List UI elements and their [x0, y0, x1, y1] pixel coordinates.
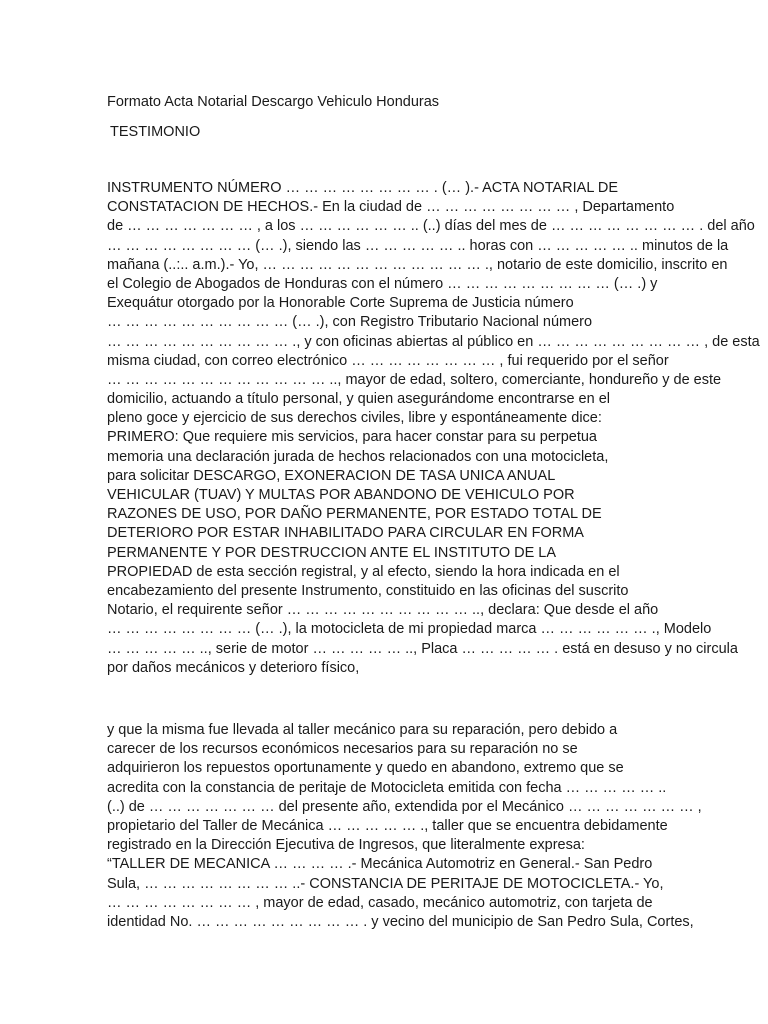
- paragraph-line: mañana (..:.. a.m.).- Yo, … … … … … … … … … … … … ., notario de este domicilio, inscrito en: [107, 256, 728, 273]
- paragraph-line: INSTRUMENTO NÚMERO … … … … … … … … . (… ).- ACTA NOTARIAL DE: [107, 180, 619, 196]
- paragraph-line: de … … … … … … … , a los … … … … … … .. (..) días del mes de … … … … … … … … . del año: [107, 218, 755, 235]
- paragraph-line: por daños mecánicos y deterioro físico,: [107, 659, 360, 676]
- paragraph-line: “TALLER DE MECANICA … … … … .- Mecánica Automotriz en General.- San Pedro: [107, 856, 653, 873]
- paragraph-line: PRIMERO: Que requiere mis servicios, para hacer constar para su perpetua: [107, 429, 597, 446]
- paragraph-line: … … … … … … … … … … ., y con oficinas abiertas al público en … … … … … … … … … , de esta: [107, 333, 760, 350]
- paragraph-line: y que la misma fue llevada al taller mecánico para su reparación, pero debido a: [107, 722, 618, 738]
- paragraph-line: registrado en la Dirección Ejecutiva de Ingresos, que literalmente expresa:: [107, 837, 585, 854]
- paragraph-line: para solicitar DESCARGO, EXONERACION DE TASA UNICA ANUAL: [107, 467, 556, 484]
- paragraph-line: Exequátur otorgado por la Honorable Corte Suprema de Justicia número: [107, 295, 574, 312]
- paragraph-line: VEHICULAR (TUAV) Y MULTAS POR ABANDONO DE VEHICULO POR: [107, 487, 575, 503]
- document-title: Formato Acta Notarial Descargo Vehiculo Honduras: [107, 94, 440, 110]
- paragraph-line: pleno goce y ejercicio de sus derechos civiles, libre y espontáneamente dice:: [107, 410, 602, 427]
- paragraph-line: PERMANENTE Y POR DESTRUCCION ANTE EL INSTITUTO DE LA: [107, 544, 557, 561]
- paragraph-line: PROPIEDAD de esta sección registral, y al efecto, siendo la hora indicada en el: [107, 563, 620, 580]
- paragraph-1: [107, 179, 760, 678]
- paragraph-line: RAZONES DE USO, POR DAÑO PERMANENTE, POR ESTADO TOTAL DE: [107, 506, 602, 523]
- paragraph-line: misma ciudad, con correo electrónico … … … … … … … … , fui requerido por el señor: [107, 352, 669, 369]
- paragraph-line: identidad No. … … … … … … … … … . y vecino del municipio de San Pedro Sula, Cortes,: [107, 913, 694, 930]
- paragraph-line: (..) de … … … … … … … del presente año, extendida por el Mecánico … … … … … … … ,: [107, 798, 702, 815]
- paragraph-line: … … … … … … … … … … … … .., mayor de edad, soltero, comerciante, hondureño y de este: [107, 371, 722, 388]
- paragraph-line: … … … … … … … … (… .), la motocicleta de mi propiedad marca … … … … … … ., Modelo: [107, 621, 712, 638]
- paragraph-line: el Colegio de Abogados de Honduras con el número … … … … … … … … … (… .) y: [107, 275, 658, 292]
- paragraph-line: adquirieron los repuestos oportunamente y quedo en abandono, extremo que se: [107, 760, 624, 777]
- paragraph-line: domicilio, actuando a título personal, y quien asegurándome encontrarse en el: [107, 391, 610, 408]
- paragraph-line: Notario, el requirente señor … … … … … … … … … … .., declara: Que desde el año: [107, 602, 659, 619]
- document-subtitle: TESTIMONIO: [110, 124, 201, 140]
- paragraph-2: [107, 721, 702, 932]
- paragraph-line: acredita con la constancia de peritaje de Motocicleta emitida con fecha … … … … … ..: [107, 779, 667, 796]
- paragraph-line: carecer de los recursos económicos necesarios para su reparación no se: [107, 741, 578, 758]
- paragraph-line: encabezamiento del presente Instrumento, constituido en las oficinas del suscrito: [107, 582, 629, 599]
- paragraph-line: … … … … … … … … … … (… .), con Registro Tributario Nacional número: [107, 314, 593, 331]
- paragraph-line: … … … … … … … … (… .), siendo las … … … … … .. horas con … … … … … .. minutos de la: [107, 237, 729, 254]
- paragraph-line: DETERIORO POR ESTAR INHABILITADO PARA CIRCULAR EN FORMA: [107, 525, 584, 542]
- paragraph-line: memoria una declaración jurada de hechos relacionados con una motocicleta,: [107, 448, 609, 465]
- paragraph-line: CONSTATACION DE HECHOS.- En la ciudad de … … … … … … … … , Departamento: [107, 199, 675, 216]
- paragraph-line: Sula, … … … … … … … … ..- CONSTANCIA DE PERITAJE DE MOTOCICLETA.- Yo,: [107, 875, 664, 892]
- paragraph-line: … … … … … … … … , mayor de edad, casado, mecánico automotriz, con tarjeta de: [107, 894, 653, 911]
- paragraph-line: … … … … … .., serie de motor … … … … … .., Placa … … … … … . está en desuso y no circula: [107, 640, 738, 657]
- paragraph-line: propietario del Taller de Mecánica … … … … … ., taller que se encuentra debidamente: [107, 817, 668, 834]
